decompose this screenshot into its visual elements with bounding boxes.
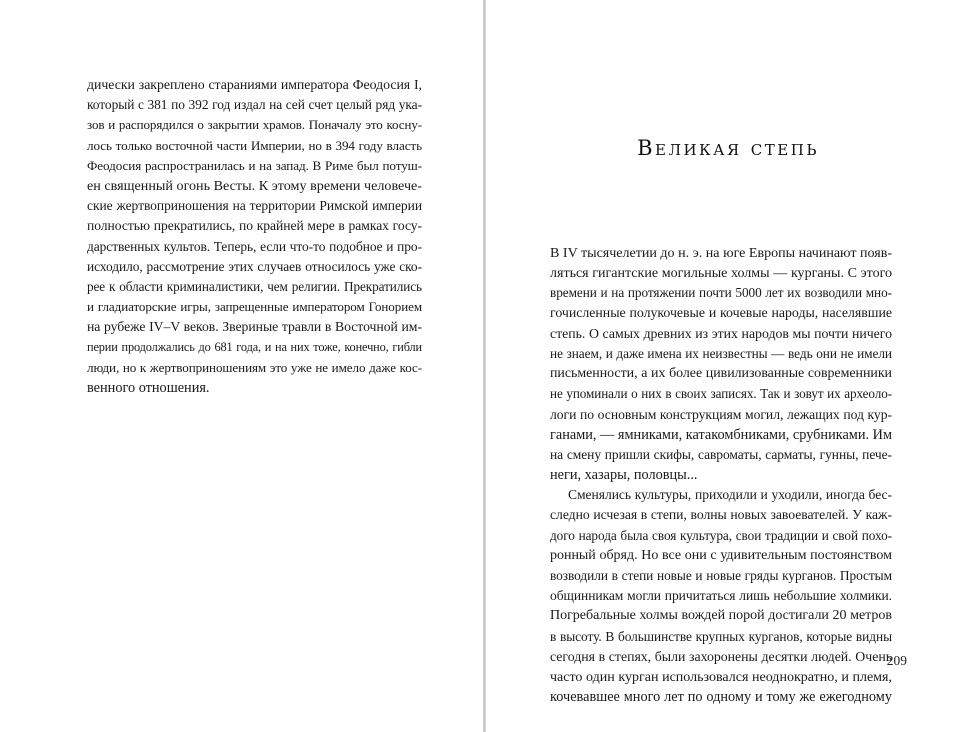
- text-line: не упоминали о них в своих записях. Так и зовут их археоло-: [550, 386, 892, 402]
- left-page-text: [87, 75, 422, 398]
- text-line: ляться гигантские могильные холмы — курганы. С этого: [550, 265, 892, 282]
- left-page: [0, 0, 484, 732]
- text-line: общинникам могли причитаться лишь небольшие холмики.: [550, 588, 892, 604]
- text-line: который с 381 по 392 год издал на сей счет целый ряд ука-: [87, 97, 422, 113]
- right-page-text: [550, 243, 892, 707]
- text-line: гочисленные полукочевые и кочевые народы, населявшие: [550, 305, 892, 321]
- left-paragraph: [87, 75, 422, 398]
- page-number: 209: [886, 653, 907, 668]
- text-line: сегодня в степях, были захоронены десятки людей. Очень: [550, 648, 892, 664]
- right-page: [486, 0, 970, 732]
- text-line: В IV тысячелетии до н. э. на юге Европы начинают появ-: [550, 245, 892, 261]
- text-line: логи по основным конструкциям могил, лежащих под кур-: [550, 406, 892, 422]
- text-line: на рубеже IV–V веков. Звериные травли в Восточной им-: [87, 319, 422, 335]
- text-line: рее к области криминалистики, чем религии. Прекратились: [87, 278, 422, 294]
- text-line: ские жертвоприношения на территории Римской империи: [87, 198, 422, 214]
- text-line: исходило, рассмотрение этих случаев относилось уже ско-: [87, 258, 422, 274]
- text-line: лось только восточной части Империи, но в 394 году власть: [87, 137, 422, 153]
- text-line: Погребальные холмы вождей порой достигали 20 метров: [550, 608, 892, 624]
- text-line: возводили в степи новые и новые гряды курганов. Простым: [550, 568, 892, 583]
- text-line: неги, хазары, половцы...: [550, 467, 698, 484]
- paragraph-2: [550, 485, 892, 707]
- text-line: степь. О самых древних из этих народов мы почти ничего: [550, 325, 892, 341]
- text-line: дически закреплено стараниями императора Феодосия I,: [87, 77, 422, 92]
- paragraph-1: [550, 243, 892, 485]
- text-line: на смену пришли скифы, савроматы, сарматы, гунны, пече-: [550, 446, 892, 462]
- text-line: люди, но к жертвоприношениям это уже не имело даже кос-: [87, 359, 422, 375]
- chapter-title: Великая степь: [637, 136, 819, 161]
- text-line: часто один курган использовался неоднократно, и племя,: [550, 668, 892, 685]
- text-line: не знаем, и даже имена их неизвестны — ведь они не имели: [550, 345, 892, 361]
- text-line: Сменялись культуры, приходили и уходили, иногда бес-: [568, 487, 892, 503]
- text-line: в высоту. В большинстве крупных курганов, которые видны: [550, 628, 892, 644]
- text-line: письменности, а их более цивилизованные современники: [550, 366, 892, 382]
- text-line: кочевавшее много лет по одному и тому же ежегодному: [550, 689, 892, 706]
- text-line: ганами, — ямниками, катакомбниками, срубниками. Им: [550, 426, 893, 443]
- text-line: следно исчезая в степи, волны новых завоевателей. У каж-: [550, 507, 892, 523]
- text-line: венного отношения.: [87, 379, 210, 396]
- text-line: дого народа была своя культура, свои традиции и свой похо-: [550, 527, 892, 543]
- text-line: времени и на протяжении почти 5000 лет их возводили мно-: [550, 285, 892, 301]
- text-line: полностью прекратились, по крайней мере в рамках госу-: [87, 218, 422, 234]
- text-line: зов и распорядился о закрытии храмов. Поначалу это косну-: [87, 117, 422, 133]
- text-line: Феодосия распространилась и на запад. В Риме был потуш-: [87, 157, 422, 173]
- text-line: и гладиаторские игры, запрещенные императором Гонорием: [87, 299, 422, 315]
- text-line: ронный обряд. Но все они с удивительным постоянством: [550, 547, 892, 563]
- text-line: дарственных культов. Теперь, если что-то подобное и про-: [87, 238, 422, 254]
- text-line: ен священный огонь Весты. К этому времени человече-: [87, 177, 422, 194]
- text-line: перии продолжались до 681 года, и на них тоже, конечно, гибли: [87, 340, 422, 355]
